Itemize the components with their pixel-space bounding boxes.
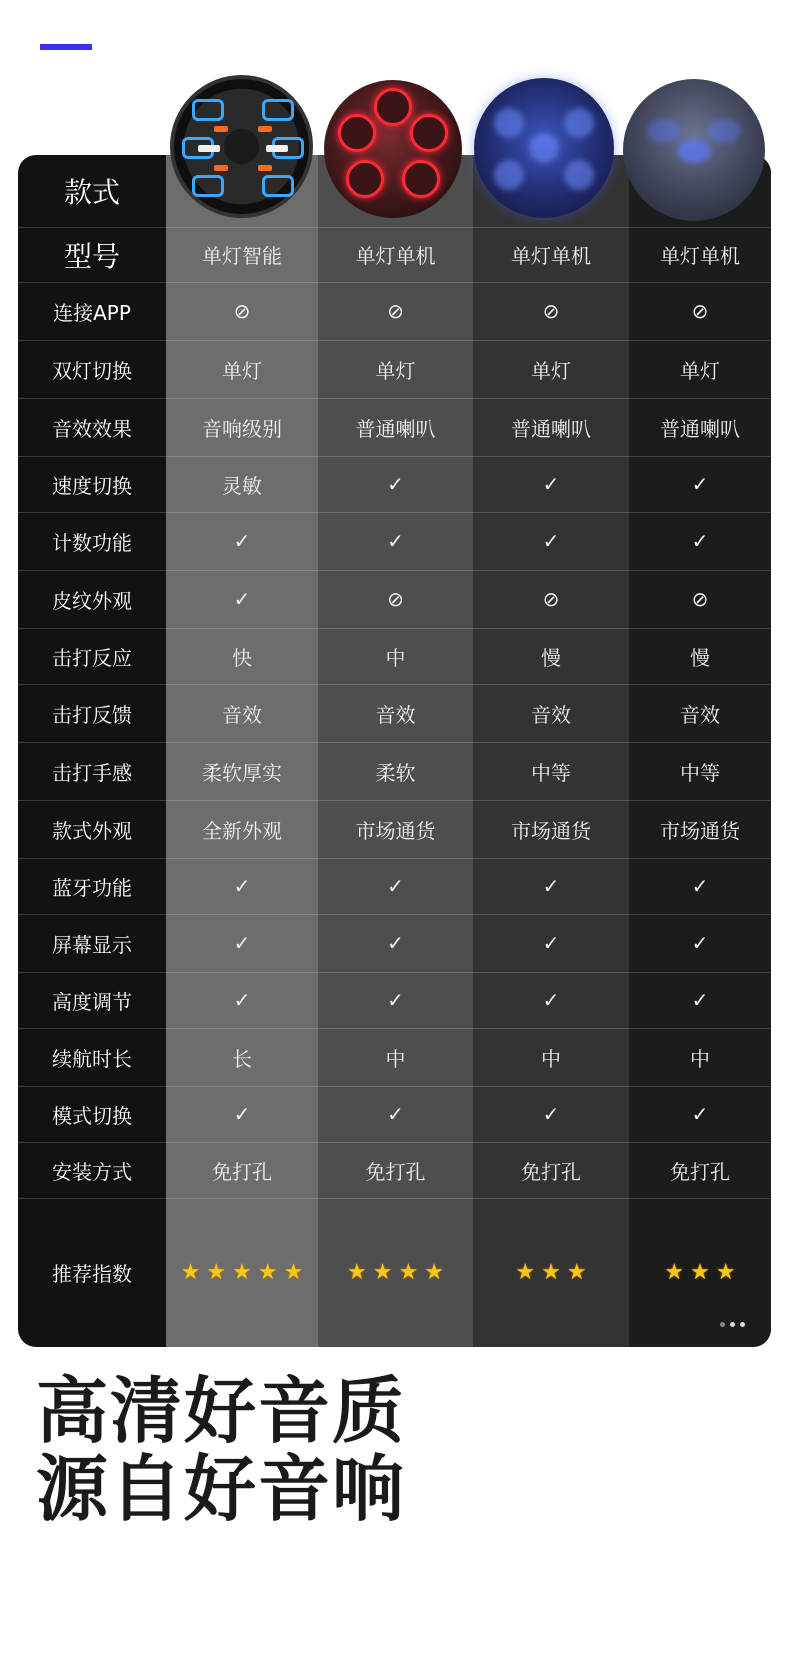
row-label: 款式外观 xyxy=(52,818,132,843)
row-label: 安装方式 xyxy=(52,1159,132,1184)
row-label: 屏幕显示 xyxy=(52,932,132,957)
light-pad xyxy=(346,160,384,198)
table-cell: 单灯 xyxy=(531,358,571,383)
dot xyxy=(720,1322,725,1327)
star-icon: ★ xyxy=(566,1260,587,1285)
check-icon: ✓ xyxy=(387,529,404,553)
table-cell: 普通喇叭 xyxy=(355,416,436,441)
table-row xyxy=(18,800,771,858)
table-cell: 市场通货 xyxy=(355,818,436,843)
table-cell: 免打孔 xyxy=(521,1159,581,1184)
star-rating xyxy=(181,1260,304,1285)
rating-cell xyxy=(166,1198,318,1347)
check-icon: ✓ xyxy=(542,874,560,898)
row-label: 双灯切换 xyxy=(52,358,132,383)
check-icon: ✓ xyxy=(387,1102,404,1126)
row-label: 续航时长 xyxy=(52,1046,132,1071)
prohibited-icon: ⊘ xyxy=(691,299,709,323)
check-icon: ✓ xyxy=(233,529,251,553)
accent-bar xyxy=(40,44,92,50)
row-label: 模式切换 xyxy=(52,1103,132,1128)
rating-cell xyxy=(318,1198,473,1347)
check-icon: ✓ xyxy=(387,988,404,1012)
star-icon: ★ xyxy=(206,1260,227,1285)
star-icon: ★ xyxy=(541,1260,561,1285)
table-cell: 免打孔 xyxy=(365,1159,426,1184)
table-cell: 音效 xyxy=(222,702,262,727)
row-label: 蓝牙功能 xyxy=(52,875,132,900)
light-glow xyxy=(677,139,711,163)
star-icon: ★ xyxy=(180,1260,201,1285)
table-row xyxy=(18,628,771,684)
light-glow xyxy=(647,119,681,143)
star-icon: ★ xyxy=(515,1260,536,1285)
light-pad xyxy=(374,88,412,126)
prohibited-icon: ⊘ xyxy=(691,587,709,611)
headline-line-1: 高清好音质 xyxy=(36,1369,407,1453)
table-cell: 中等 xyxy=(531,760,571,785)
table-cell: 中 xyxy=(385,1046,406,1071)
table-row xyxy=(18,742,771,800)
rating-cell xyxy=(629,1198,771,1347)
table-cell: 音效 xyxy=(680,702,720,727)
light-pad xyxy=(338,114,376,152)
accent-mark xyxy=(214,165,228,171)
light-pad xyxy=(192,99,224,121)
table-cell: 长 xyxy=(232,1046,252,1071)
headline-line-2: 源自好音响 xyxy=(36,1447,407,1531)
check-icon: ✓ xyxy=(387,874,404,898)
check-icon: ✓ xyxy=(387,931,404,955)
header-label: 款式 xyxy=(63,176,120,209)
table-cell: 免打孔 xyxy=(212,1159,272,1184)
row-label: 音效效果 xyxy=(52,416,132,441)
accent-mark xyxy=(198,145,220,152)
table-row xyxy=(18,456,771,512)
check-icon: ✓ xyxy=(542,988,560,1012)
row-label: 型号 xyxy=(63,239,120,273)
row-label: 计数功能 xyxy=(52,530,132,555)
check-icon: ✓ xyxy=(233,587,251,611)
table-row xyxy=(18,282,771,340)
table-cell: 市场通货 xyxy=(660,818,740,843)
table-row xyxy=(18,512,771,570)
check-icon: ✓ xyxy=(691,1102,709,1126)
prohibited-icon: ⊘ xyxy=(387,299,404,323)
table-row xyxy=(18,858,771,914)
light-pad xyxy=(192,175,224,197)
check-icon: ✓ xyxy=(233,988,251,1012)
star-icon: ★ xyxy=(347,1260,367,1285)
light-glow xyxy=(707,119,741,143)
table-cell: 市场通货 xyxy=(511,818,591,843)
accent-mark xyxy=(214,126,228,132)
table-cell: 全新外观 xyxy=(202,818,282,843)
product-image-1 xyxy=(170,75,313,218)
star-icon: ★ xyxy=(283,1260,304,1285)
row-label: 速度切换 xyxy=(52,473,132,498)
table-cell: 单灯 xyxy=(375,358,416,383)
rating-cell xyxy=(473,1198,629,1347)
comparison-table xyxy=(18,155,771,1347)
table-cell: 中 xyxy=(385,645,406,670)
table-cell: 柔软厚实 xyxy=(202,760,282,785)
check-icon: ✓ xyxy=(542,931,560,955)
table-row xyxy=(18,1142,771,1198)
light-glow xyxy=(494,108,524,138)
check-icon: ✓ xyxy=(691,931,709,955)
check-icon: ✓ xyxy=(691,988,709,1012)
light-glow xyxy=(564,160,594,190)
table-cell: 慢 xyxy=(541,645,561,670)
table-cell: 单灯智能 xyxy=(202,244,282,268)
table-row xyxy=(18,1028,771,1086)
table-cell: 音响级别 xyxy=(202,416,282,441)
row-label: 连接APP xyxy=(53,300,131,325)
light-glow xyxy=(494,160,524,190)
prohibited-icon: ⊘ xyxy=(387,587,404,611)
table-cell: 单灯单机 xyxy=(355,244,436,268)
check-icon: ✓ xyxy=(691,874,709,898)
prohibited-icon: ⊘ xyxy=(542,299,560,323)
product-image-3 xyxy=(474,78,614,218)
check-icon: ✓ xyxy=(233,1102,251,1126)
check-icon: ✓ xyxy=(387,472,404,496)
table-row xyxy=(18,684,771,742)
star-icon: ★ xyxy=(715,1260,736,1285)
table-cell: 单灯 xyxy=(222,358,262,383)
table-row xyxy=(18,398,771,456)
check-icon: ✓ xyxy=(691,529,709,553)
star-icon: ★ xyxy=(690,1260,710,1285)
row-label: 击打反应 xyxy=(52,645,132,670)
table-row xyxy=(18,570,771,628)
table-cell: 柔软 xyxy=(375,760,416,785)
prohibited-icon: ⊘ xyxy=(233,299,251,323)
rating-row xyxy=(18,1198,771,1347)
star-icon: ★ xyxy=(424,1260,444,1285)
light-pad xyxy=(262,99,294,121)
table-row xyxy=(18,914,771,972)
check-icon: ✓ xyxy=(691,472,709,496)
table-cell: 普通喇叭 xyxy=(511,416,591,441)
table-cell: 中 xyxy=(690,1046,710,1071)
table-row xyxy=(18,340,771,398)
star-icon: ★ xyxy=(664,1260,685,1285)
check-icon: ✓ xyxy=(233,931,251,955)
check-icon: ✓ xyxy=(233,874,251,898)
table-cell: 音效 xyxy=(531,702,571,727)
table-cell: 普通喇叭 xyxy=(660,416,740,441)
light-pad xyxy=(402,160,440,198)
row-label: 高度调节 xyxy=(52,989,132,1014)
light-glow xyxy=(529,133,559,163)
row-label: 击打反馈 xyxy=(52,702,132,727)
star-rating xyxy=(664,1260,735,1285)
row-label: 击打手感 xyxy=(52,760,132,785)
dot xyxy=(740,1322,745,1327)
table-row xyxy=(18,972,771,1028)
check-icon: ✓ xyxy=(542,1102,560,1126)
light-pad xyxy=(262,175,294,197)
table-cell: 中等 xyxy=(680,760,720,785)
table-cell: 免打孔 xyxy=(670,1159,730,1184)
table-cell: 单灯 xyxy=(680,358,720,383)
product-image-4 xyxy=(623,79,765,221)
star-icon: ★ xyxy=(372,1260,393,1285)
star-icon: ★ xyxy=(232,1260,252,1285)
accent-mark xyxy=(266,145,288,152)
table-cell: 灵敏 xyxy=(222,473,262,498)
table-cell: 单灯单机 xyxy=(660,244,740,268)
pagination-dots xyxy=(720,1322,745,1327)
star-rating xyxy=(347,1260,444,1285)
product-image-2 xyxy=(324,80,462,218)
light-pad xyxy=(410,114,448,152)
check-icon: ✓ xyxy=(542,529,560,553)
star-rating xyxy=(515,1260,586,1285)
prohibited-icon: ⊘ xyxy=(542,587,560,611)
light-glow xyxy=(564,108,594,138)
table-cell: 单灯单机 xyxy=(511,244,591,268)
accent-mark xyxy=(258,165,272,171)
accent-mark xyxy=(258,126,272,132)
star-icon: ★ xyxy=(257,1260,278,1285)
check-icon: ✓ xyxy=(542,472,560,496)
dot xyxy=(730,1322,735,1327)
row-label: 皮纹外观 xyxy=(52,588,132,613)
table-cell: 快 xyxy=(232,645,252,670)
table-cell: 慢 xyxy=(690,645,710,670)
product-images xyxy=(0,75,790,240)
table-cell: 音效 xyxy=(375,702,416,727)
star-icon: ★ xyxy=(398,1260,419,1285)
table-cell: 中 xyxy=(541,1046,561,1071)
table-row xyxy=(18,1086,771,1142)
row-label: 推荐指数 xyxy=(52,1262,132,1286)
